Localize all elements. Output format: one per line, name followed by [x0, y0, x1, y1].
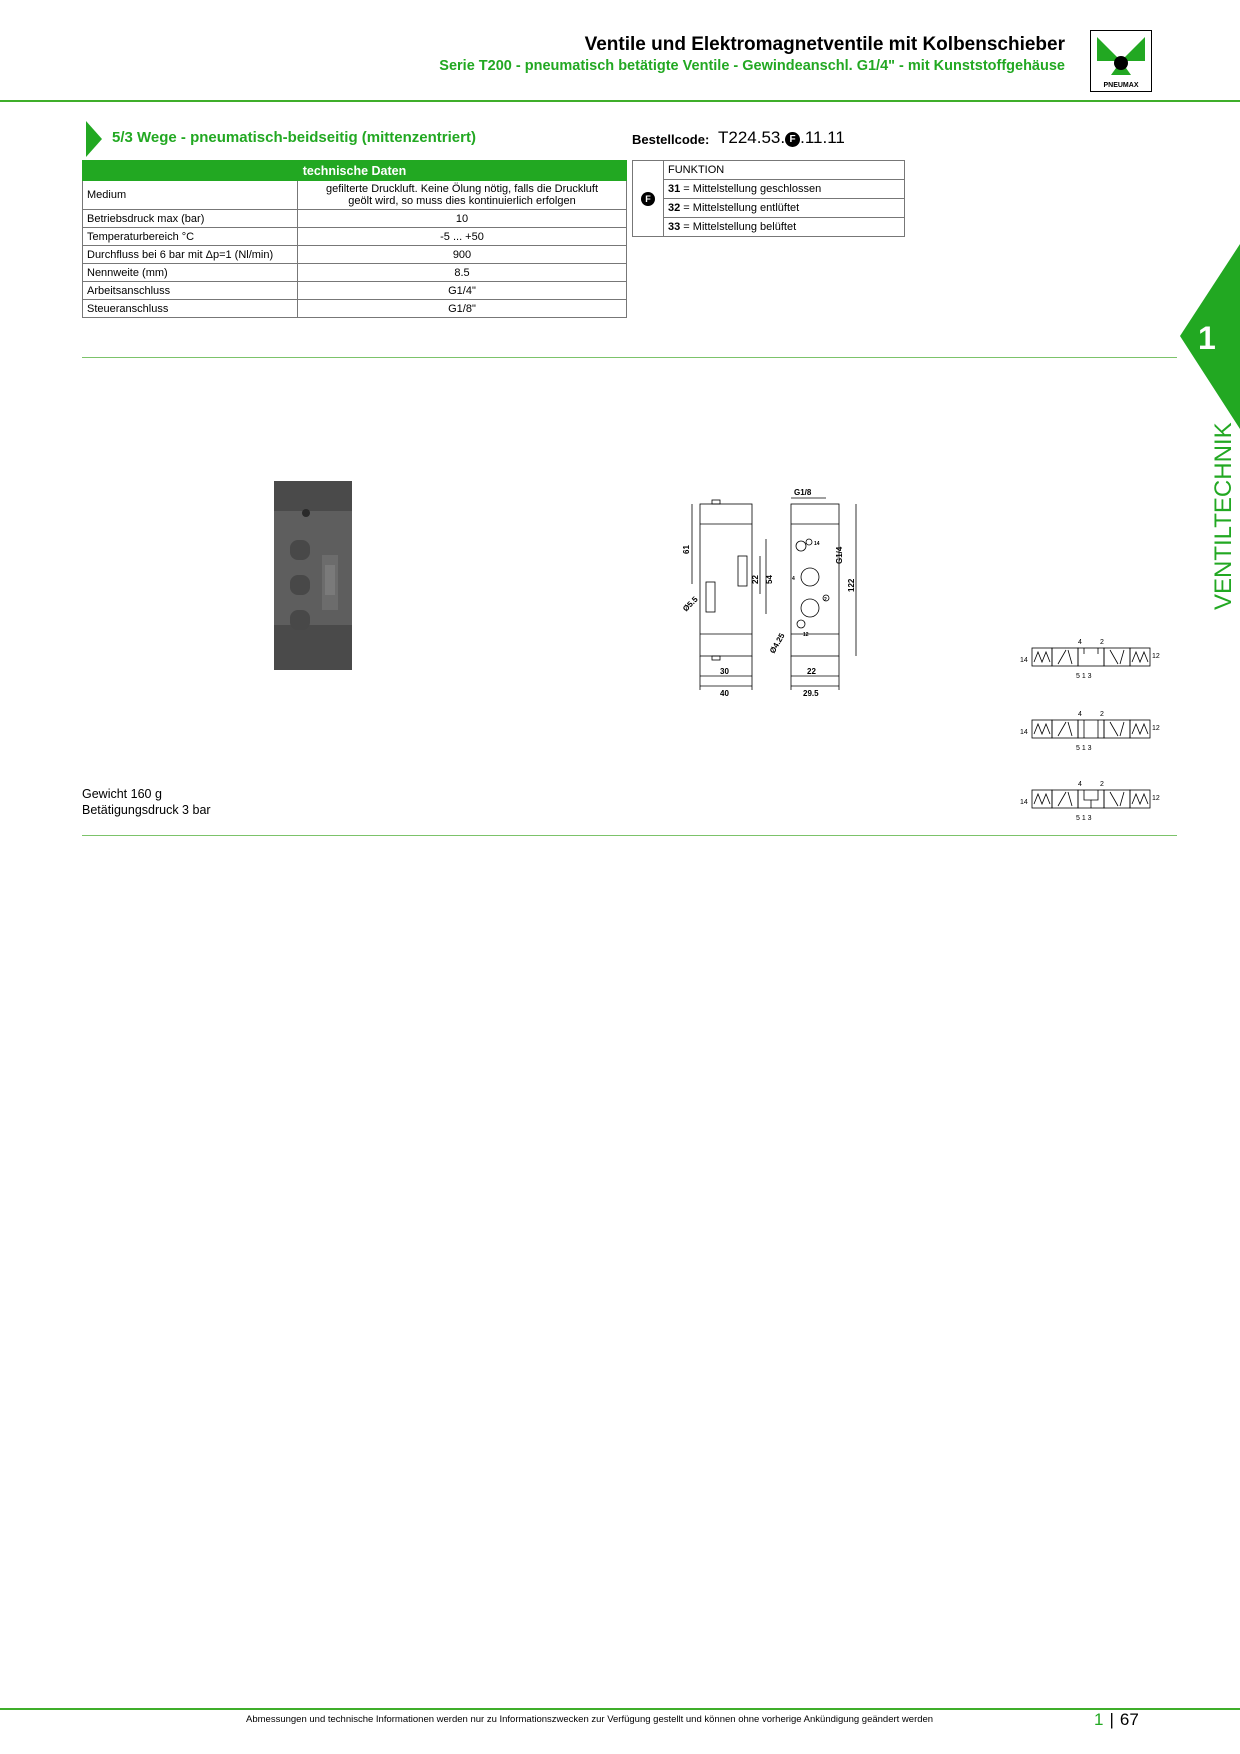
row-value: G1/8" [298, 300, 627, 318]
label-p12: 12 [803, 632, 809, 638]
row-label: Arbeitsanschluss [83, 282, 298, 300]
order-code-suffix: .11.11 [800, 128, 845, 147]
port-12: 12 [1152, 653, 1160, 660]
port-4: 4 [1078, 781, 1082, 788]
row-label: Temperaturbereich °C [83, 228, 298, 246]
label-d61: 61 [682, 545, 691, 554]
label-p4: 4 [792, 576, 795, 582]
ports-513: 5 1 3 [1076, 673, 1092, 680]
port-2: 2 [1100, 711, 1104, 718]
section-divider [82, 357, 1177, 358]
label-g14: G1/4 [835, 546, 844, 564]
row-value: -5 ... +50 [298, 228, 627, 246]
function-text: = Mittelstellung belüftet [680, 221, 797, 233]
chapter-number: 1 [1198, 320, 1216, 356]
footer-divider [0, 1708, 1240, 1710]
port-12: 12 [1152, 725, 1160, 732]
row-value: 10 [298, 210, 627, 228]
symbol-31-closed [1020, 632, 1160, 682]
label-p14: 14 [814, 541, 820, 547]
row-value: gefilterte Druckluft. Keine Ölung nötig, falls die Druckluft geölt wird, so muss dies kontinuierlich erfolgen [298, 181, 627, 210]
row-value: 8.5 [298, 264, 627, 282]
footer-page: 67 [1119, 1710, 1139, 1729]
function-code: 32 [668, 202, 681, 214]
pneumax-logo [1090, 30, 1152, 92]
port-2: 2 [1100, 639, 1104, 646]
ports-513: 5 1 3 [1076, 745, 1092, 752]
page-number: 1 | 67 [1094, 1710, 1139, 1729]
actuation-note: Betätigungsdruck 3 bar [82, 803, 211, 817]
port-2: 2 [1100, 781, 1104, 788]
tech-table-header: technische Daten [83, 161, 627, 181]
row-label: Nennweite (mm) [83, 264, 298, 282]
section-divider-bottom [82, 835, 1177, 836]
page-title: Ventile und Elektromagnetventile mit Kolbenschieber [584, 34, 1065, 55]
footer-note: Abmessungen und technische Informationen werden nur zu Informationszwecken zur Verfügung gestellt und können ohne vorherige Ankündigung geändert werden [246, 1714, 934, 1725]
function-table [632, 160, 905, 237]
section-arrow-icon [86, 121, 102, 157]
port-14: 14 [1020, 657, 1028, 664]
function-header: FUNKTION [664, 161, 905, 180]
ports-513: 5 1 3 [1076, 815, 1092, 822]
label-dia55: Ø5.5 [681, 594, 700, 614]
label-d22b: 22 [807, 667, 816, 676]
port-4: 4 [1078, 639, 1082, 646]
symbol-32-exhausted [1020, 704, 1160, 754]
footer-chapter: 1 [1094, 1710, 1104, 1729]
order-code-marker: F [785, 132, 800, 147]
label-dia425: Ø4.25 [767, 631, 787, 655]
table-row [83, 228, 627, 246]
row-label: Medium [83, 181, 298, 210]
label-d30: 30 [720, 667, 729, 676]
order-code-prefix: T224.53. [718, 128, 786, 147]
label-d295: 29.5 [803, 689, 819, 698]
label-d122: 122 [847, 578, 856, 592]
order-code [718, 128, 845, 148]
row-value: 900 [298, 246, 627, 264]
section-title: 5/3 Wege - pneumatisch-beidseitig (mittenzentriert) [112, 129, 476, 146]
table-row [633, 218, 905, 237]
table-row [633, 199, 905, 218]
table-row [633, 180, 905, 199]
table-row [83, 210, 627, 228]
label-p2: 2 [824, 597, 827, 603]
table-row [83, 282, 627, 300]
table-row [83, 246, 627, 264]
logo-text: PNEUMAX [1103, 82, 1139, 89]
function-marker: F [641, 192, 655, 206]
function-code: 31 [668, 183, 681, 195]
label-g18: G1/8 [794, 488, 812, 497]
function-text: = Mittelstellung geschlossen [680, 183, 822, 195]
row-value: G1/4" [298, 282, 627, 300]
dimension-drawing [676, 484, 872, 702]
chapter-label: VENTILTECHNIK [1210, 422, 1237, 610]
function-code: 33 [668, 221, 681, 233]
row-label: Betriebsdruck max (bar) [83, 210, 298, 228]
port-14: 14 [1020, 729, 1028, 736]
header-divider [0, 100, 1240, 102]
port-4: 4 [1078, 711, 1082, 718]
label-d40: 40 [720, 689, 729, 698]
label-d54: 54 [765, 575, 774, 584]
table-row [83, 181, 627, 210]
row-label: Steueranschluss [83, 300, 298, 318]
weight-note: Gewicht 160 g [82, 787, 162, 801]
product-notes [82, 786, 211, 818]
row-label: Durchfluss bei 6 bar mit Δp=1 (Nl/min) [83, 246, 298, 264]
valve-product-image [268, 475, 358, 680]
table-row [83, 264, 627, 282]
symbol-33-pressurised [1020, 774, 1160, 824]
page-subtitle: Serie T200 - pneumatisch betätigte Ventile - Gewindeanschl. G1/4" - mit Kunststoffgehäuse [439, 58, 1065, 74]
function-text: = Mittelstellung entlüftet [680, 202, 800, 214]
table-row [83, 300, 627, 318]
port-12: 12 [1152, 795, 1160, 802]
port-14: 14 [1020, 799, 1028, 806]
function-marker-cell [633, 161, 664, 237]
order-code-label: Bestellcode: [632, 132, 710, 147]
tech-data-table [82, 160, 627, 318]
label-d22a: 22 [751, 575, 760, 584]
